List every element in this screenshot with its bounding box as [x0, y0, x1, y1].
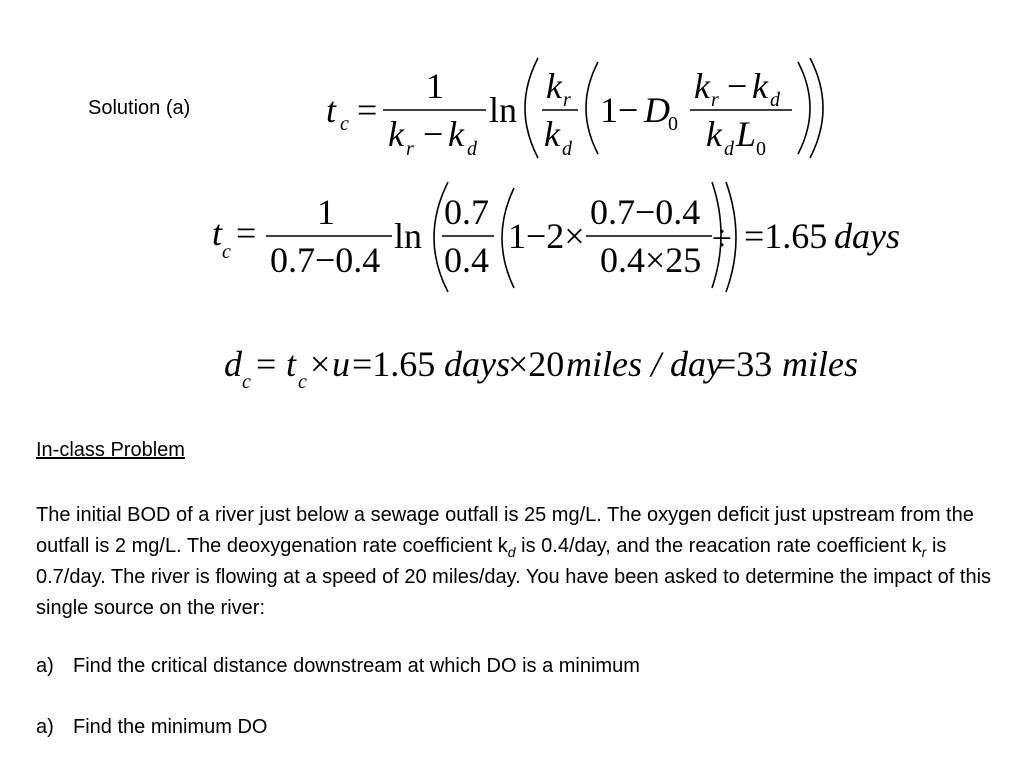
kr-subscript: r — [921, 544, 927, 560]
list-item-text: Find the minimum DO — [73, 716, 268, 738]
eq1-one-minus: 1− — [600, 90, 639, 130]
eq1-d0-sub: 0 — [668, 113, 678, 135]
eq1-kd-k: k — [544, 114, 560, 154]
eq2-ratio-den: 0.4 — [444, 240, 489, 280]
eq2-inner-num: 0.7−0.4 — [590, 192, 701, 232]
eq1-paren-open-outer — [525, 58, 538, 158]
critical-time-calculation — [212, 182, 900, 292]
eq3-u: u — [332, 344, 350, 384]
eq1-frac-num: 1 — [426, 66, 444, 106]
problem-text-part1: The initial BOD of a river just below a sewage outfall is 25 mg/L. The oxygen deficit just upstream from the outfall is 2 mg/L. The deoxygenation rate coefficient k — [36, 504, 974, 557]
eq1-equals: = — [357, 90, 378, 130]
problem-paragraph — [36, 500, 996, 624]
list-item — [36, 716, 268, 739]
critical-distance-formula — [224, 344, 858, 393]
eq1-kd-sub: d — [562, 138, 572, 160]
eq1-inner-den-0: 0 — [756, 138, 766, 160]
eq1-lhs-sub: c — [340, 113, 349, 135]
eq3-miles: miles — [782, 344, 858, 384]
eq2-obscured-symbol: ÷ — [712, 218, 732, 258]
eq3-eq1: = — [256, 344, 277, 384]
eq3-d: d — [224, 344, 242, 384]
eq1-kr-sub: r — [563, 89, 571, 111]
eq1-den-k1: k — [388, 114, 404, 154]
eq1-paren-close-outer — [810, 58, 823, 158]
eq1-paren-close-inner — [798, 62, 810, 154]
eq1-inner-num-k1: k — [694, 66, 710, 106]
eq1-den-minus: − — [423, 114, 444, 154]
eq2-ln: ln — [394, 216, 423, 256]
critical-time-formula — [326, 58, 823, 160]
list-item-text: Find the critical distance downstream at which DO is a minimum — [73, 655, 640, 677]
eq1-inner-num-d: d — [770, 89, 780, 111]
eq1-ln: ln — [489, 90, 518, 130]
list-marker: a) — [36, 716, 54, 738]
problem-text-part3: is 0.7/day. The river is flowing at a speed of 20 miles/day. You have been asked to determine the impact of this single source on the river: — [36, 535, 992, 619]
eq1-den-k2: k — [448, 114, 464, 154]
eq2-lhs-sub: c — [222, 241, 231, 263]
eq2-ratio-num: 0.7 — [444, 192, 489, 232]
problem-text-part2: is 0.4/day, and the reacation rate coefficient k — [515, 535, 922, 557]
eq3-miles-per-day: miles / day — [566, 344, 722, 384]
eq3-eq2: =1.65 — [352, 344, 436, 384]
eq1-inner-den-k: k — [706, 114, 722, 154]
kd-subscript: d — [507, 544, 516, 560]
list-item — [36, 655, 640, 678]
eq1-kr-k: k — [546, 66, 562, 106]
eq1-den-r: r — [406, 138, 414, 160]
eq2-result: =1.65 — [744, 216, 828, 256]
eq2-lhs-var: t — [212, 213, 223, 253]
eq3-d-sub: c — [242, 371, 251, 393]
solution-label: Solution (a) — [88, 97, 191, 119]
eq3-times1: × — [310, 344, 331, 384]
list-marker: a) — [36, 655, 54, 677]
section-title: In-class Problem — [36, 439, 185, 461]
eq2-inner-den: 0.4×25 — [600, 240, 702, 280]
eq1-inner-den-L: L — [736, 114, 757, 154]
eq1-inner-num-k2: k — [752, 66, 768, 106]
eq3-t-sub: c — [298, 371, 307, 393]
eq1-paren-open-inner — [586, 62, 598, 154]
eq1-inner-num-r: r — [711, 89, 719, 111]
eq2-frac-den: 0.7−0.4 — [270, 240, 381, 280]
eq3-days: days — [444, 344, 510, 384]
eq1-den-d: d — [467, 138, 477, 160]
eq3-eq3: =33 — [716, 344, 773, 384]
eq1-lhs-var: t — [326, 90, 337, 130]
eq2-equals: = — [236, 213, 257, 253]
eq1-inner-den-d: d — [724, 138, 734, 160]
eq1-inner-num-minus: − — [727, 66, 748, 106]
eq2-frac-num: 1 — [317, 192, 335, 232]
eq3-t: t — [286, 344, 297, 384]
eq2-result-unit: days — [834, 216, 900, 256]
eq2-one-minus: 1−2× — [508, 216, 585, 256]
eq1-d0-var: D — [644, 90, 670, 130]
eq3-times2: ×20 — [508, 344, 565, 384]
